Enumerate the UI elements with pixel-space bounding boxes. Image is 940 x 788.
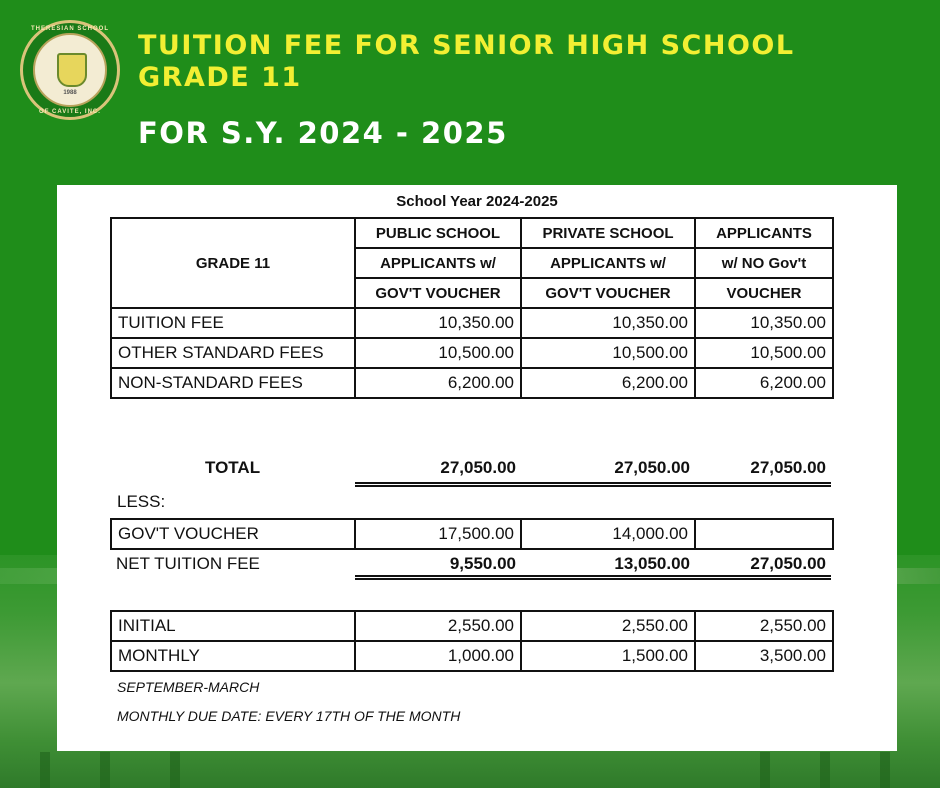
note-due-date: MONTHLY DUE DATE: EVERY 17TH OF THE MONTH	[117, 708, 461, 724]
net-value: 27,050.00	[750, 554, 826, 573]
cell-value: 10,350.00	[521, 308, 695, 338]
shield-icon	[57, 53, 87, 87]
payment-table	[110, 610, 834, 672]
page-title-line2: GRADE 11	[138, 62, 302, 93]
voucher-table	[110, 518, 834, 550]
cell-value: 14,000.00	[521, 519, 695, 549]
cell-value: 6,200.00	[695, 368, 833, 398]
col-header: w/ NO Gov't	[695, 248, 833, 278]
cell-value: 2,550.00	[355, 611, 521, 641]
col-header: APPLICANTS	[695, 218, 833, 248]
logo-seal-text-bottom: OF CAVITE, INC.	[39, 109, 101, 115]
row-label: INITIAL	[111, 611, 355, 641]
cell-value: 1,000.00	[355, 641, 521, 671]
note-period: SEPTEMBER-MARCH	[117, 679, 260, 695]
row-label: MONTHLY	[111, 641, 355, 671]
col-header: PUBLIC SCHOOL	[355, 218, 521, 248]
logo-emblem	[33, 33, 107, 107]
total-double-underline	[355, 482, 831, 487]
cell-value	[695, 519, 833, 549]
fee-table	[110, 217, 834, 399]
table-row	[111, 641, 833, 671]
tuition-document	[57, 185, 897, 751]
net-value: 13,050.00	[614, 554, 690, 573]
total-label: TOTAL	[205, 458, 261, 477]
table-row	[111, 308, 833, 338]
net-double-underline	[355, 575, 831, 580]
row-label: TUITION FEE	[111, 308, 355, 338]
total-row	[110, 455, 832, 485]
cell-value: 2,550.00	[695, 611, 833, 641]
less-label: LESS:	[117, 492, 166, 511]
cell-value: 3,500.00	[695, 641, 833, 671]
school-year-heading: School Year 2024-2025	[396, 193, 558, 210]
cell-value: 2,550.00	[521, 611, 695, 641]
row-label: OTHER STANDARD FEES	[111, 338, 355, 368]
table-row	[111, 611, 833, 641]
table-row	[111, 368, 833, 398]
col-header: APPLICANTS w/	[355, 248, 521, 278]
page-title-line1: TUITION FEE FOR SENIOR HIGH SCHOOL	[138, 30, 795, 61]
logo-year: 1988	[63, 90, 77, 96]
col-header: GOV'T VOUCHER	[355, 278, 521, 308]
net-value: 9,550.00	[449, 554, 516, 573]
background-pillars	[0, 748, 940, 788]
table-row	[111, 519, 833, 549]
row-label: NON-STANDARD FEES	[111, 368, 355, 398]
table-row	[111, 338, 833, 368]
logo-seal-text-top: THERESIAN SCHOOL	[30, 26, 109, 32]
col-header: PRIVATE SCHOOL	[521, 218, 695, 248]
cell-value: 6,200.00	[355, 368, 521, 398]
col-header: APPLICANTS w/	[521, 248, 695, 278]
total-value: 27,050.00	[440, 458, 516, 477]
cell-value: 10,500.00	[355, 338, 521, 368]
school-logo	[20, 20, 120, 120]
cell-value: 17,500.00	[355, 519, 521, 549]
header-titles	[138, 30, 795, 150]
col-header: VOUCHER	[695, 278, 833, 308]
total-value: 27,050.00	[614, 458, 690, 477]
cell-value: 1,500.00	[521, 641, 695, 671]
cell-value: 10,500.00	[695, 338, 833, 368]
cell-value: 10,350.00	[695, 308, 833, 338]
page-subtitle: FOR S.Y. 2024 - 2025	[138, 116, 508, 150]
cell-value: 10,500.00	[521, 338, 695, 368]
row-label: GOV'T VOUCHER	[111, 519, 355, 549]
total-value: 27,050.00	[750, 458, 826, 477]
cell-value: 10,350.00	[355, 308, 521, 338]
col-header: GOV'T VOUCHER	[521, 278, 695, 308]
grade-header: GRADE 11	[111, 218, 355, 308]
cell-value: 6,200.00	[521, 368, 695, 398]
row-label: NET TUITION FEE	[116, 554, 260, 573]
